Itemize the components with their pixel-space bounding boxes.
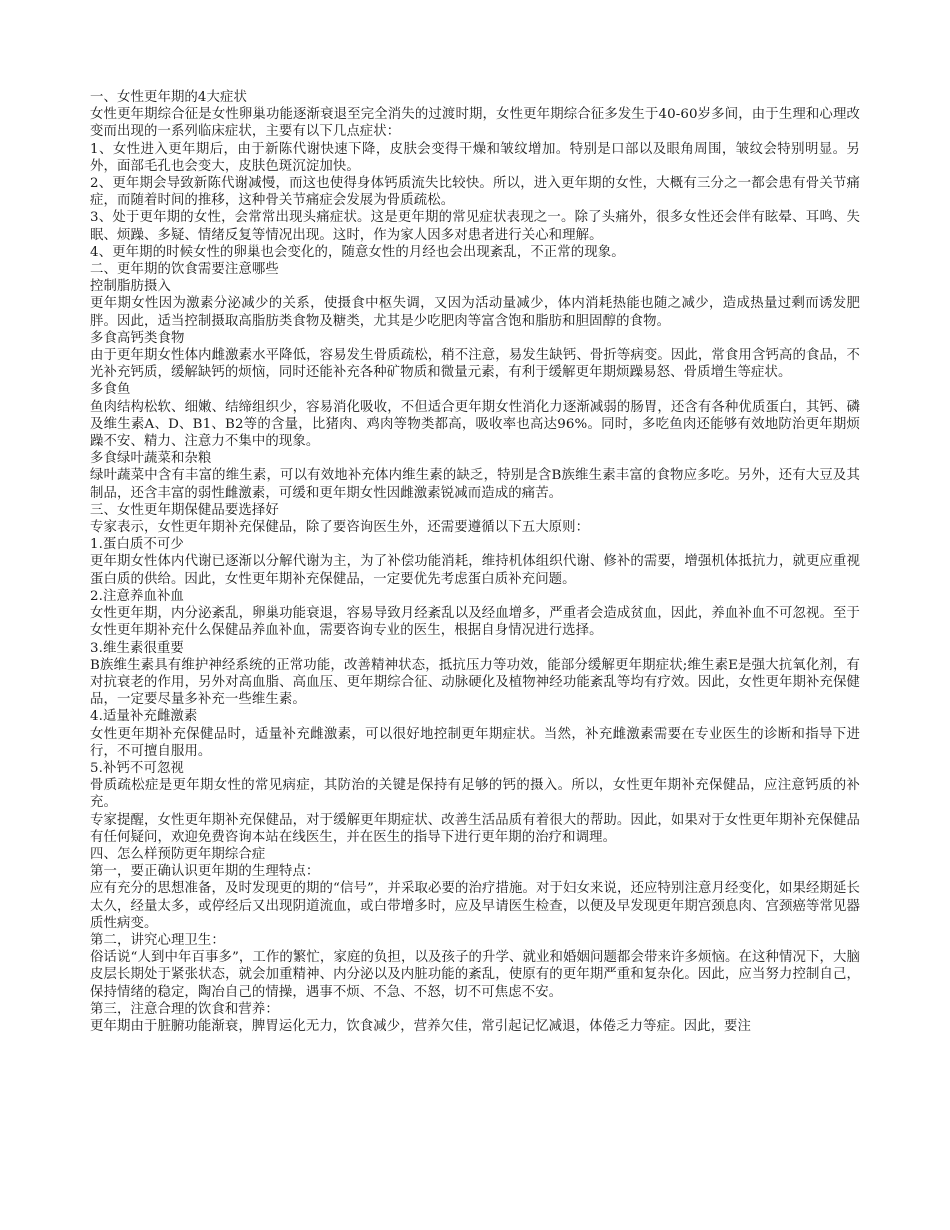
section-heading-diet: 二、更年期的饮食需要注意哪些 xyxy=(90,262,279,278)
subheading-first: 第一，要正确认识更年期的生理特点： xyxy=(90,864,320,880)
subheading-calcium-food: 多食高钙类食物 xyxy=(90,330,185,346)
subheading-third: 第三，注意合理的饮食和营养： xyxy=(90,1001,279,1017)
paragraph-calcium-food: 由于更年期女性体内雌激素水平降低，容易发生骨质疏松，稍不注意，易发生缺钙、骨折等病变。因此，常食用含钙高的食品，不光补充钙质，缓解缺钙的烦恼，同时还能补充各种矿物质和微量元素，有利于缓解更年期烦躁易怒、骨质增生等症状。 xyxy=(90,348,860,381)
subheading-calcium-supplement: 5.补钙不可忽视 xyxy=(90,760,184,776)
subheading-fat: 控制脂肪摄入 xyxy=(90,279,171,295)
paragraph-symptom-1: 1、女性进入更年期后，由于新陈代谢快速下降，皮肤会变得干燥和皱纹增加。特别是口部以及眼角周围，皱纹会特别明显。另外，面部毛孔也会变大，皮肤色斑沉淀加快。 xyxy=(90,141,860,174)
paragraph-symptom-3: 3、处于更年期的女性，会常常出现头痛症状。这是更年期的常见症状表现之一。除了头痛外，很多女性还会伴有眩晕、耳鸣、失眠、烦躁、多疑、情绪反复等情况出现。这时，作为家人因多对患者进行关心和理解。 xyxy=(90,210,860,243)
paragraph-fish: 鱼肉结构松软、细嫩、结缔组织少，容易消化吸收，不但适合更年期女性消化力逐渐减弱的肠胃，还含有各种优质蛋白，其钙、磷及维生素A、D、B1、B2等的含量，比猪肉、鸡肉等物类都高，吸收率也高达96%。同时，多吃鱼肉还能够有效地防治更年期烦躁不安、精力、注意力不集中的现象。 xyxy=(90,399,860,450)
paragraph-symptom-2: 2、更年期会导致新陈代谢减慢，而这也使得身体钙质流失比较快。所以，进入更年期的女性，大概有三分之一都会患有骨关节痛症，而随着时间的推移，这种骨关节痛症会发展为骨质疏松。 xyxy=(90,176,860,209)
paragraph-first: 应有充分的思想准备，及时发现更的期的“信号”，并采取必要的治疗措施。对于妇女来说，还应特别注意月经变化，如果经期延长太久，经量太多，或停经后又出现阴道流血，或白带增多时，应及早请医生检查，以便及早发现更年期宫颈息肉、宫颈癌等常见器质性病变。 xyxy=(90,881,860,931)
paragraph-calcium-supplement: 骨质疏松症是更年期女性的常见病症，其防治的关键是保持有足够的钙的摄入。所以，女性更年期补充保健品，应注意钙质的补充。 xyxy=(90,778,860,811)
subheading-vegetables: 多食绿叶蔬菜和杂粮 xyxy=(90,451,212,467)
subheading-fish: 多食鱼 xyxy=(90,382,131,398)
section-heading-supplements: 三、女性更年期保健品要选择好 xyxy=(90,502,279,518)
paragraph-supplements-intro: 专家表示，女性更年期补充保健品，除了要咨询医生外，还需要遵循以下五大原则： xyxy=(90,520,590,536)
subheading-vitamins: 3.维生素很重要 xyxy=(90,640,184,656)
subheading-blood: 2.注意养血补血 xyxy=(90,588,184,604)
section-heading-prevention: 四、怎么样预防更年期综合症 xyxy=(90,846,266,862)
document-body xyxy=(90,89,860,1035)
paragraph-vitamins: B族维生素具有维护神经系统的正常功能，改善精神状态，抵抗压力等功效，能部分缓解更年期症状;维生素E是强大抗氧化剂，有对抗衰老的作用，另外对高血脂、高血压、更年期综合征、动脉硬化及植物神经功能紊乱等均有疗效。因此，女性更年期补充保健品，一定要尽量多补充一些维生素。 xyxy=(90,657,861,708)
paragraph-intro: 女性更年期综合征是女性卵巢功能逐渐衰退至完全消失的过渡时期，女性更年期综合征多发生于40-60岁多间，由于生理和心理改变而出现的一系列临床症状，主要有以下几点症状： xyxy=(90,107,860,140)
paragraph-blood: 女性更年期，内分泌紊乱，卵巢功能衰退，容易导致月经紊乱以及经血增多，严重者会造成贫血，因此，养血补血不可忽视。至于女性更年期补充什么保健品养血补血，需要咨询专业的医生，根据自身情况进行选择。 xyxy=(90,606,860,639)
paragraph-protein: 更年期女性体内代谢已逐渐以分解代谢为主，为了补偿功能消耗，维持机体组织代谢、修补的需要，增强机体抵抗力，就更应重视蛋白质的供给。因此，女性更年期补充保健品，一定要优先考虑蛋白质补充问题。 xyxy=(90,554,860,587)
paragraph-fat: 更年期女性因为激素分泌减少的关系，使摄食中枢失调，又因为活动量减少，体内消耗热能也随之减少，造成热量过剩而诱发肥胖。因此，适当控制摄取高脂肪类食物及糖类，尤其是少吃肥肉等富含饱和脂肪和胆固醇的食物。 xyxy=(90,296,860,329)
paragraph-symptom-4: 4、更年期的时候女性的卵巢也会变化的，随意女性的月经也会出现紊乱，不正常的现象。 xyxy=(90,244,625,260)
paragraph-third: 更年期由于脏腑功能渐衰，脾胃运化无力，饮食减少，营养欠佳，常引起记忆减退，体倦乏力等症。因此，要注 xyxy=(90,1018,752,1034)
subheading-second: 第二，讲究心理卫生： xyxy=(90,932,225,948)
subheading-protein: 1.蛋白质不可少 xyxy=(90,537,184,553)
paragraph-estrogen: 女性更年期补充保健品时，适量补充雌激素，可以很好地控制更年期症状。当然，补充雌激素需要在专业医生的诊断和指导下进行，不可擅自服用。 xyxy=(90,726,860,759)
section-heading-symptoms: 一、女性更年期的4大症状 xyxy=(90,90,248,105)
subheading-estrogen: 4.适量补充雌激素 xyxy=(90,709,198,725)
paragraph-vegetables: 绿叶蔬菜中含有丰富的维生素，可以有效地补充体内维生素的缺乏，特别是含B族维生素丰富的食物应多吃。另外，还有大豆及其制品，还含丰富的弱性雌激素，可缓和更年期女性因雌激素锐减而造成的痛苦。 xyxy=(90,468,860,501)
paragraph-expert-reminder: 专家提醒，女性更年期补充保健品，对于缓解更年期症状、改善生活品质有着很大的帮助。因此，如果对于女性更年期补充保健品有任何疑问，欢迎免费咨询本站在线医生，并在医生的指导下进行更年期的治疗和调理。 xyxy=(90,812,860,845)
paragraph-second: 俗话说“人到中年百事多”，工作的繁忙，家庭的负担，以及孩子的升学、就业和婚姻问题都会带来许多烦恼。在这种情况下，大脑皮层长期处于紧张状态，就会加重精神、内分泌以及内脏功能的紊乱，使原有的更年期严重和复杂化。因此，应当努力控制自己，保持情绪的稳定，陶冶自己的情操，遇事不烦、不急、不怒，切不可焦虑不安。 xyxy=(90,950,860,1000)
